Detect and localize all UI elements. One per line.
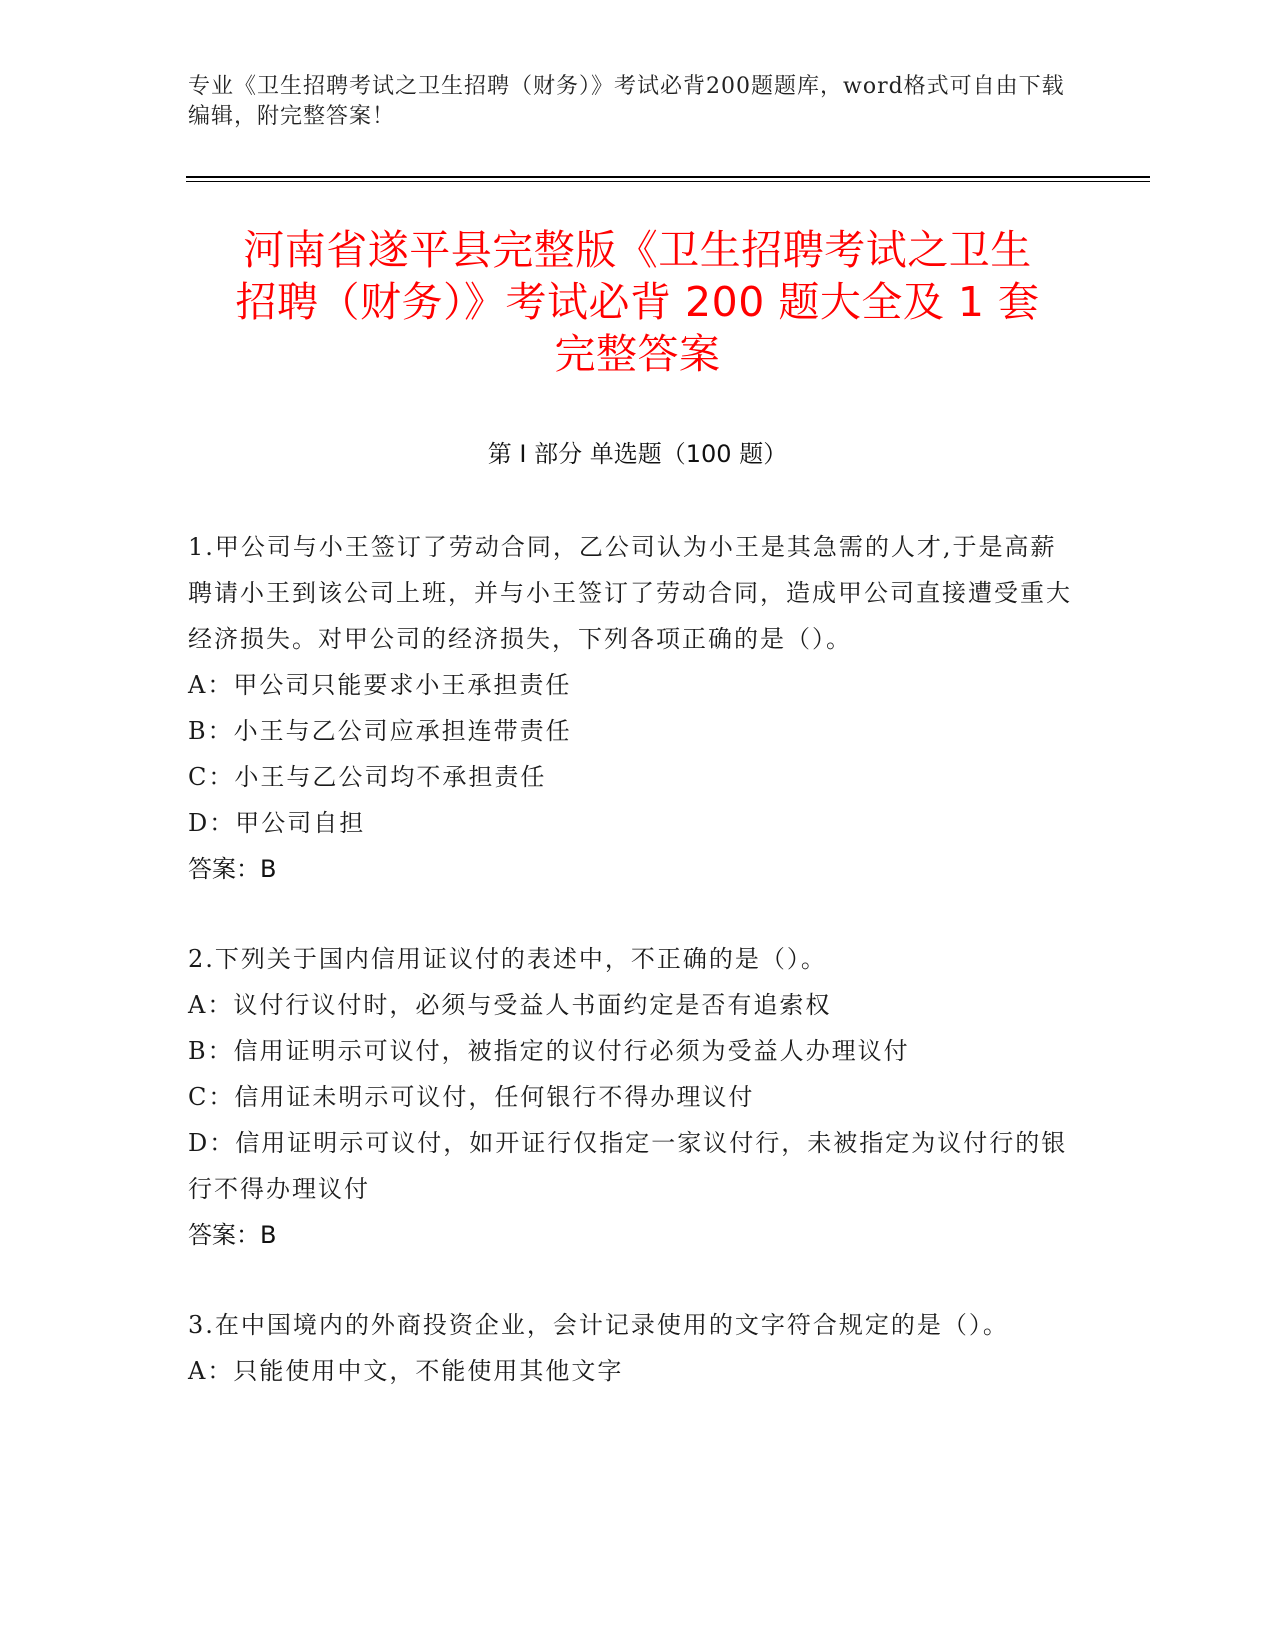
document-title (150, 224, 1125, 380)
title-line-2: 招聘（财务）》考试必背 200 题大全及 1 套 (235, 278, 1040, 326)
question-1 (188, 524, 1073, 892)
title-line-1: 河南省遂平县完整版《卫生招聘考试之卫生 (243, 226, 1032, 274)
header-note: 专业《卫生招聘考试之卫生招聘（财务）》考试必背200题题库，word格式可自由下载编辑，附完整答案！ (188, 74, 1065, 129)
option-a: A：议付行议付时，必须与受益人书面约定是否有追索权 (188, 991, 832, 1019)
option-c: C：信用证未明示可议付，任何银行不得办理议付 (188, 1083, 755, 1111)
question-text: 2.下列关于国内信用证议付的表述中，不正确的是（）。 (188, 945, 827, 973)
answer: 答案：B (188, 855, 277, 883)
question-2 (188, 936, 1073, 1258)
section-heading: 第 I 部分 单选题（100 题） (487, 440, 788, 468)
header-divider-thick (186, 176, 1150, 178)
header-divider-thin (186, 181, 1150, 182)
question-list (188, 524, 1073, 1438)
question-text: 3.在中国境内的外商投资企业，会计记录使用的文字符合规定的是（）。 (188, 1311, 1009, 1339)
option-b: B：信用证明示可议付，被指定的议付行必须为受益人办理议付 (188, 1037, 910, 1065)
option-b: B：小王与乙公司应承担连带责任 (188, 717, 572, 745)
question-text: 1.甲公司与小王签订了劳动合同，乙公司认为小王是其急需的人才,于是高薪聘请小王到该公司上班，并与小王签订了劳动合同，造成甲公司直接遭受重大经济损失。对甲公司的经济损失，下列各项正确的是（）。 (188, 533, 1072, 653)
question-3 (188, 1302, 1073, 1394)
option-a: A：甲公司只能要求小王承担责任 (188, 671, 572, 699)
option-a: A：只能使用中文，不能使用其他文字 (188, 1357, 624, 1385)
title-line-3: 完整答案 (554, 330, 721, 378)
option-d: D：甲公司自担 (188, 809, 366, 837)
option-d: D：信用证明示可议付，如开证行仅指定一家议付行，未被指定为议付行的银行不得办理议付 (188, 1129, 1068, 1203)
option-c: C：小王与乙公司均不承担责任 (188, 763, 547, 791)
answer: 答案：B (188, 1221, 277, 1249)
